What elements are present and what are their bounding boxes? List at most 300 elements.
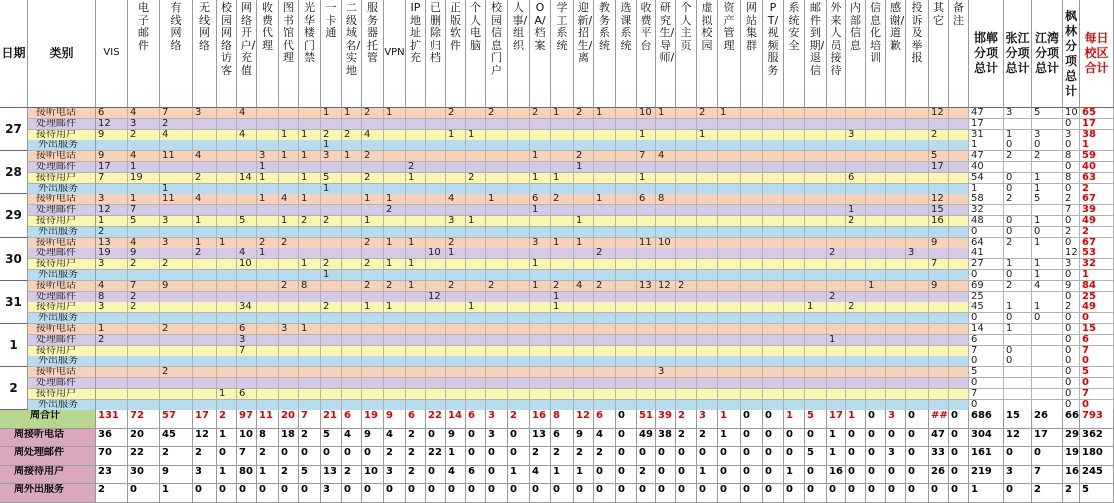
table-cell [718,270,741,281]
table-cell: 6 [846,173,866,184]
table-cell [551,400,574,411]
table-cell: 19 [96,248,128,259]
summary-cell: 5 [805,410,827,429]
total-cell: 7 [1063,205,1080,216]
table-cell [676,346,697,357]
table-cell [763,140,784,151]
table-cell [676,270,697,281]
summary-cell: 0 [530,484,551,503]
table-cell [486,130,508,141]
table-cell: 5 [321,173,342,184]
total-cell: 65 [1080,108,1114,119]
total-cell: 63 [1080,173,1114,184]
table-cell [257,119,279,130]
table-cell [676,389,697,400]
header-col-label: 有线网络 [170,1,182,52]
table-cell [697,194,718,205]
total-cell: 1 [1032,259,1063,270]
table-cell [616,248,637,259]
table-cell [237,140,257,151]
header-col-16 [466,0,486,108]
table-cell: 1 [466,130,486,141]
table-cell [193,130,217,141]
table-cell [594,216,616,227]
table-cell [321,281,342,292]
table-cell [530,389,551,400]
table-cell: 2 [362,173,384,184]
table-cell [508,346,530,357]
header-col-9 [321,0,342,108]
table-cell [656,140,676,151]
table-cell [616,281,637,292]
table-cell [949,184,969,195]
table-cell [827,313,846,324]
table-cell [763,346,784,357]
header-col-label: 校园网络访客 [221,1,232,77]
table-cell [279,259,299,270]
table-cell: 4 [237,130,257,141]
table-cell [446,324,466,335]
table-cell [805,281,827,292]
table-cell [805,119,827,130]
table-cell [486,238,508,249]
table-cell: 1 [551,302,574,313]
table-cell: 15 [929,205,949,216]
table-cell [486,270,508,281]
table-cell [128,389,160,400]
table-cell [676,248,697,259]
table-cell [594,140,616,151]
table-cell: 1 [321,108,342,119]
table-cell: 2 [846,216,866,227]
table-cell [866,227,886,238]
total-cell: 1 [1080,270,1114,281]
table-cell [805,400,827,411]
table-cell [886,302,906,313]
total-cell: 0 [1063,400,1080,411]
header-total-1 [1004,0,1032,108]
table-cell: 8 [299,281,321,292]
table-cell [299,378,321,389]
table-cell: 1 [299,151,321,162]
table-cell [446,400,466,411]
header-col-2 [160,0,193,108]
table-cell [656,270,676,281]
table-cell [299,302,321,313]
table-cell [656,216,676,227]
table-cell [406,205,426,216]
table-cell [697,184,718,195]
table-cell [160,313,193,324]
header-col-label: 电子邮件 [138,1,149,52]
table-cell [486,259,508,270]
table-cell [718,248,741,259]
header-col-label: OA/档案 [534,1,546,52]
table-cell [741,184,763,195]
summary-total-cell: 245 [1080,466,1114,485]
summary-cell: 0 [718,447,741,466]
table-cell [160,378,193,389]
table-cell [217,216,237,227]
table-cell: 4 [237,108,257,119]
table-cell [486,389,508,400]
table-cell [929,184,949,195]
table-cell [237,194,257,205]
table-cell [551,367,574,378]
table-cell [594,173,616,184]
header-col-label: 二级域名/实地 [345,1,361,77]
table-cell [594,346,616,357]
header-total-2 [1032,0,1063,108]
table-cell [446,151,466,162]
table-cell [886,346,906,357]
summary-cell: 2 [637,466,656,485]
table-cell [866,162,886,173]
table-cell [342,335,362,346]
table-cell: 7 [128,205,160,216]
table-cell: 1 [594,194,616,205]
table-cell [384,151,406,162]
header-col-7 [279,0,299,108]
table-cell [426,173,446,184]
table-cell [237,184,257,195]
table-cell [426,400,446,411]
table-cell: 2 [486,281,508,292]
table-cell: 1 [446,130,466,141]
table-cell: 9 [96,151,128,162]
table-cell [193,184,217,195]
table-cell [217,400,237,411]
total-cell: 2 [1080,227,1114,238]
table-cell [697,346,718,357]
table-cell [827,173,846,184]
table-cell: 1 [530,151,551,162]
table-cell [616,238,637,249]
header-col-26 [676,0,697,108]
table-cell [906,324,929,335]
header-col-34 [846,0,866,108]
header-col-label: 个人主页 [680,1,692,52]
table-cell [237,281,257,292]
table-cell [827,378,846,389]
table-cell [866,378,886,389]
table-cell: 6 [96,108,128,119]
table-cell [594,227,616,238]
summary-total-cell: 180 [1080,447,1114,466]
table-cell [929,346,949,357]
table-cell [697,400,718,411]
table-cell [406,356,426,367]
table-cell [886,194,906,205]
table-cell [384,227,406,238]
table-cell: 4 [128,108,160,119]
table-cell [446,184,466,195]
table-cell [906,108,929,119]
summary-cell: 0 [616,466,637,485]
table-cell [217,324,237,335]
summary-total-cell: 0 [1004,484,1032,503]
summary-cell: 3 [486,410,508,429]
table-cell [929,270,949,281]
table-cell [342,248,362,259]
table-cell [530,302,551,313]
table-cell [741,335,763,346]
summary-cell: 0 [676,484,697,503]
table-cell [866,356,886,367]
table-cell [321,335,342,346]
table-cell [362,389,384,400]
table-cell [279,108,299,119]
table-cell [784,281,805,292]
total-cell: 7 [1080,389,1114,400]
table-cell [257,356,279,367]
table-cell [637,367,656,378]
table-cell [193,335,217,346]
total-cell: 5 [1080,367,1114,378]
total-cell: 32 [969,205,1004,216]
day-label: 1 [0,324,28,367]
table-cell: 8 [96,292,128,303]
table-cell [718,205,741,216]
header-col-label: 个人电脑 [470,1,481,52]
table-cell [656,356,676,367]
table-cell [128,140,160,151]
summary-cell: 8 [257,429,279,448]
total-cell: 17 [1080,119,1114,130]
table-cell [846,184,866,195]
header-col-label: 外来人员接待 [830,1,842,77]
table-cell [237,227,257,238]
table-cell [257,205,279,216]
table-cell [718,216,741,227]
summary-cell: 0 [676,466,697,485]
table-cell [508,173,530,184]
table-cell: 1 [530,281,551,292]
summary-cell: 0 [486,447,508,466]
header-col-18 [508,0,530,108]
table-cell [530,130,551,141]
total-cell: 0 [969,313,1004,324]
header-col-label: 内部信息 [850,1,861,52]
table-cell [866,259,886,270]
table-cell [637,119,656,130]
table-cell [676,335,697,346]
table-cell [257,389,279,400]
table-cell [827,151,846,162]
table-cell [866,389,886,400]
table-cell [929,292,949,303]
table-cell [805,270,827,281]
table-cell [217,108,237,119]
table-cell [486,162,508,173]
table-cell [551,356,574,367]
summary-cell: 51 [637,410,656,429]
table-cell [866,400,886,411]
table-cell [886,400,906,411]
table-cell: 3 [279,324,299,335]
table-cell [827,130,846,141]
table-cell [906,119,929,130]
table-cell [193,259,217,270]
summary-cell: 0 [763,447,784,466]
table-cell [406,292,426,303]
table-cell [906,389,929,400]
table-cell [741,194,763,205]
table-cell [508,324,530,335]
table-cell [384,248,406,259]
summary-total-cell: 29 [1063,429,1080,448]
summary-cell: 0 [486,466,508,485]
table-cell [866,346,886,357]
header-col-label: 备注 [953,1,964,27]
total-cell: 0 [1032,140,1063,151]
table-cell [827,270,846,281]
summary-cell: 0 [342,484,362,503]
summary-cell: 80 [237,466,257,485]
table-cell [257,216,279,227]
table-cell [741,378,763,389]
table-cell [846,270,866,281]
summary-total-cell: 17 [1032,429,1063,448]
table-cell [637,346,656,357]
table-cell: 1 [574,238,594,249]
header-col-1 [128,0,160,108]
table-cell: 1 [551,173,574,184]
summary-cell: 1 [718,429,741,448]
table-cell [551,248,574,259]
table-cell [866,194,886,205]
summary-cell: 0 [362,447,384,466]
table-cell [426,346,446,357]
table-cell [718,130,741,141]
summary-cell: 10 [237,429,257,448]
header-col-10 [342,0,362,108]
table-cell [886,108,906,119]
summary-cell: 7 [237,447,257,466]
table-cell [406,378,426,389]
table-cell [846,259,866,270]
summary-cell: 18 [279,429,299,448]
table-cell [741,281,763,292]
table-cell [866,313,886,324]
table-cell [741,389,763,400]
table-cell [530,378,551,389]
table-cell [486,140,508,151]
table-cell [384,162,406,173]
table-cell [257,184,279,195]
table-cell [805,335,827,346]
summary-total-cell: 66 [1063,410,1080,429]
table-cell [784,216,805,227]
table-cell [697,324,718,335]
table-cell [697,173,718,184]
summary-cell: 0 [906,410,929,429]
table-cell [217,281,237,292]
table-cell [406,270,426,281]
day-label: 2 [0,367,28,410]
table-cell [784,108,805,119]
table-cell: 3 [446,216,466,227]
table-cell: 1 [321,140,342,151]
table-cell [384,173,406,184]
table-cell [574,259,594,270]
table-cell [805,130,827,141]
summary-cell: 0 [697,447,718,466]
table-cell [466,292,486,303]
summary-cell: 17 [827,410,846,429]
table-cell [637,378,656,389]
category-label: 外出服务 [28,313,96,324]
table-cell [530,227,551,238]
summary-cell: 0 [551,484,574,503]
table-cell: 2 [257,238,279,249]
category-label: 接待用户 [28,259,96,270]
table-cell [906,184,929,195]
category-label: 处理邮件 [28,119,96,130]
table-cell [551,346,574,357]
summary-cell: 1 [784,466,805,485]
table-cell [362,205,384,216]
table-cell: 2 [446,108,466,119]
table-cell: 1 [217,389,237,400]
table-cell [949,130,969,141]
total-cell [1004,119,1032,130]
table-cell [886,335,906,346]
table-cell [426,270,446,281]
header-col-21 [574,0,594,108]
table-cell [406,194,426,205]
table-cell [217,184,237,195]
table-cell [426,356,446,367]
table-cell [697,140,718,151]
table-cell [446,302,466,313]
summary-cell: 0 [637,447,656,466]
table-cell [406,108,426,119]
header-col-28 [718,0,741,108]
summary-cell: 0 [217,484,237,503]
header-col-label: 虚拟校园 [701,1,713,52]
total-cell: 0 [1004,270,1032,281]
table-cell [486,356,508,367]
table-cell: 2 [530,108,551,119]
summary-cell: 2 [406,466,426,485]
table-cell [299,205,321,216]
total-cell: 1 [1004,130,1032,141]
table-cell [384,346,406,357]
table-cell [466,227,486,238]
table-cell [846,313,866,324]
header-col-label: 服务器托管 [367,1,378,65]
table-cell [279,248,299,259]
table-cell [929,356,949,367]
header-col-8 [299,0,321,108]
table-cell [342,400,362,411]
total-cell: 0 [969,270,1004,281]
summary-cell: 0 [949,447,969,466]
table-cell: 13 [96,238,128,249]
table-cell [406,184,426,195]
table-cell [217,335,237,346]
table-cell [406,400,426,411]
table-cell [676,108,697,119]
summary-cell: 0 [741,466,763,485]
table-cell [763,119,784,130]
table-cell [530,292,551,303]
table-cell [846,346,866,357]
total-cell [1004,162,1032,173]
table-cell [949,281,969,292]
table-cell [279,346,299,357]
